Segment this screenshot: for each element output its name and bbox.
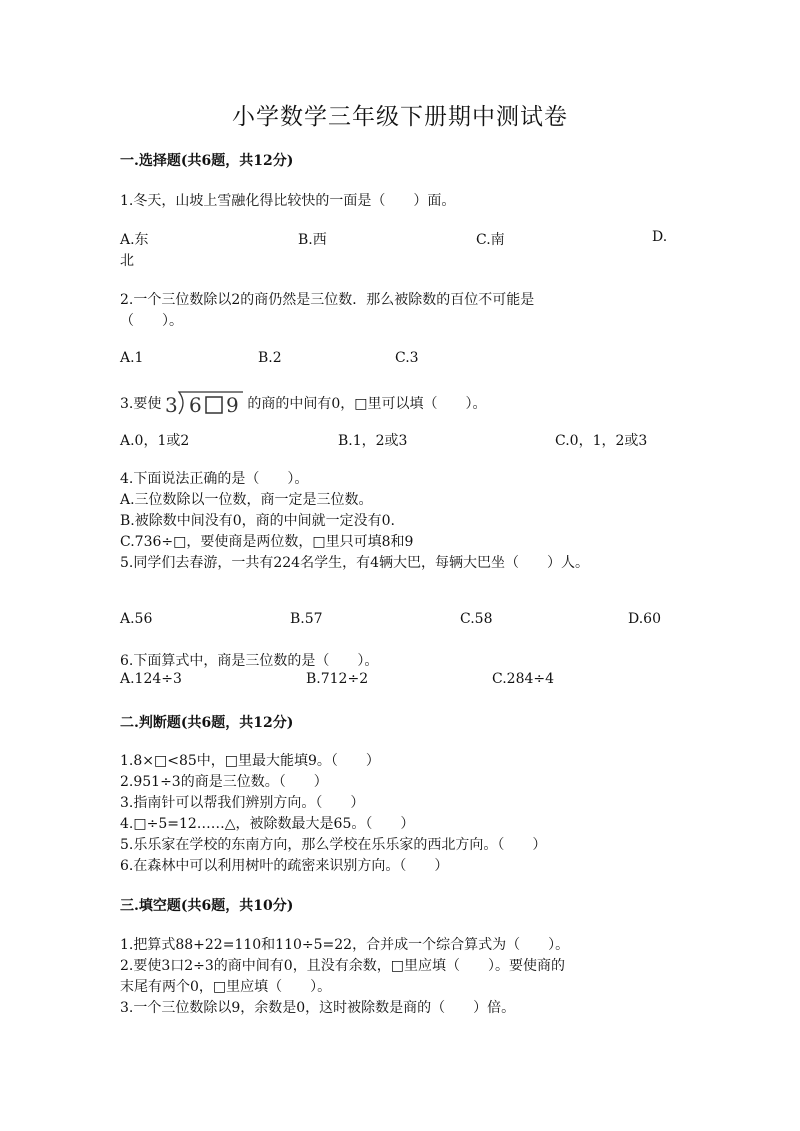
fill-item-1: 1.把算式88+22=110和110÷5=22，合并成一个综合算式为（ ）。 [120, 937, 570, 953]
judgement-item-5: 5.乐乐家在学校的东南方向，那么学校在乐乐家的西北方向。（ ） [120, 837, 547, 853]
question-4-stem: 4.下面说法正确的是（ ）。 [120, 471, 309, 487]
division-digit-3: 9 [226, 393, 240, 417]
question-6-option-c: C.284÷4 [492, 671, 555, 687]
question-5-option-a: A.56 [120, 611, 153, 627]
question-6-option-b: B.712÷2 [306, 671, 369, 687]
fill-item-2-line2: 末尾有两个0，□里应填（ ）。 [120, 979, 332, 995]
fill-item-3: 3.一个三位数除以9，余数是0，这时被除数是商的（ ）倍。 [120, 1000, 516, 1016]
question-1-option-c: C.南 [476, 232, 505, 248]
question-6-option-a: A.124÷3 [120, 671, 182, 687]
section-heading-choice: 一.选择题(共6题，共12分) [120, 153, 294, 169]
question-3-option-c: C.0，1，2或3 [555, 433, 648, 449]
question-5-option-b: B.57 [290, 611, 323, 627]
long-division-figure [163, 390, 245, 416]
question-6-stem: 6.下面算式中，商是三位数的是（ ）。 [120, 653, 379, 669]
question-2-option-b: B.2 [258, 350, 282, 366]
question-3-stem-pre: 3.要使 [120, 396, 162, 412]
question-3-option-a: A.0，1或2 [120, 433, 190, 449]
judgement-item-6: 6.在森林中可以利用树叶的疏密来识别方向。（ ） [120, 858, 449, 874]
question-1-option-d: D. [652, 229, 668, 245]
question-3-option-b: B.1，2或3 [338, 433, 408, 449]
question-2-stem-line1: 2.一个三位数除以2的商仍然是三位数．那么被除数的百位不可能是 [120, 292, 535, 308]
question-1-stem: 1.冬天，山坡上雪融化得比较快的一面是（ ）面。 [120, 193, 456, 209]
question-2-option-c: C.3 [395, 350, 419, 366]
question-5-stem: 5.同学们去春游，一共有224名学生，有4辆大巴，每辆大巴坐（ ）人。 [120, 555, 589, 571]
fill-item-2-line1: 2.要使3口2÷3的商中间有0，且没有余数，□里应填（ ）。要使商的 [120, 958, 565, 974]
question-2-stem-line2: （ ）。 [120, 313, 183, 329]
question-5-option-c: C.58 [460, 611, 493, 627]
question-1-option-d-wrap: 北 [120, 253, 134, 269]
page-title: 小学数学三年级下册期中测试卷 [232, 104, 568, 130]
section-heading-fill-blank: 三.填空题(共6题，共10分) [120, 898, 294, 914]
question-4-option-c: C.736÷□，要使商是两位数，□里只可填8和9 [120, 534, 414, 550]
judgement-item-4: 4.□÷5=12……△，被除数最大是65。（ ） [120, 816, 415, 832]
question-3-stem [120, 390, 487, 416]
question-2-option-a: A.1 [120, 350, 144, 366]
question-5-option-d: D.60 [628, 611, 661, 627]
question-4-option-a: A.三位数除以一位数，商一定是三位数。 [120, 492, 373, 508]
judgement-item-3: 3.指南针可以帮我们辨别方向。（ ） [120, 795, 365, 811]
judgement-item-2: 2.951÷3的商是三位数。（ ） [120, 774, 328, 790]
division-blank-box [206, 397, 222, 413]
section-heading-judgement: 二.判断题(共6题，共12分) [120, 715, 294, 731]
question-1-option-a: A.东 [120, 232, 149, 248]
division-divisor: 3 [165, 393, 179, 417]
division-digit-1: 6 [189, 393, 203, 417]
question-4-option-b: B.被除数中间没有0，商的中间就一定没有0. [120, 513, 396, 529]
question-1-option-b: B.西 [298, 232, 327, 248]
question-3-stem-post: 的商的中间有0，□里可以填（ ）。 [247, 396, 487, 412]
judgement-item-1: 1.8×□<85中，□里最大能填9。（ ） [120, 753, 380, 769]
